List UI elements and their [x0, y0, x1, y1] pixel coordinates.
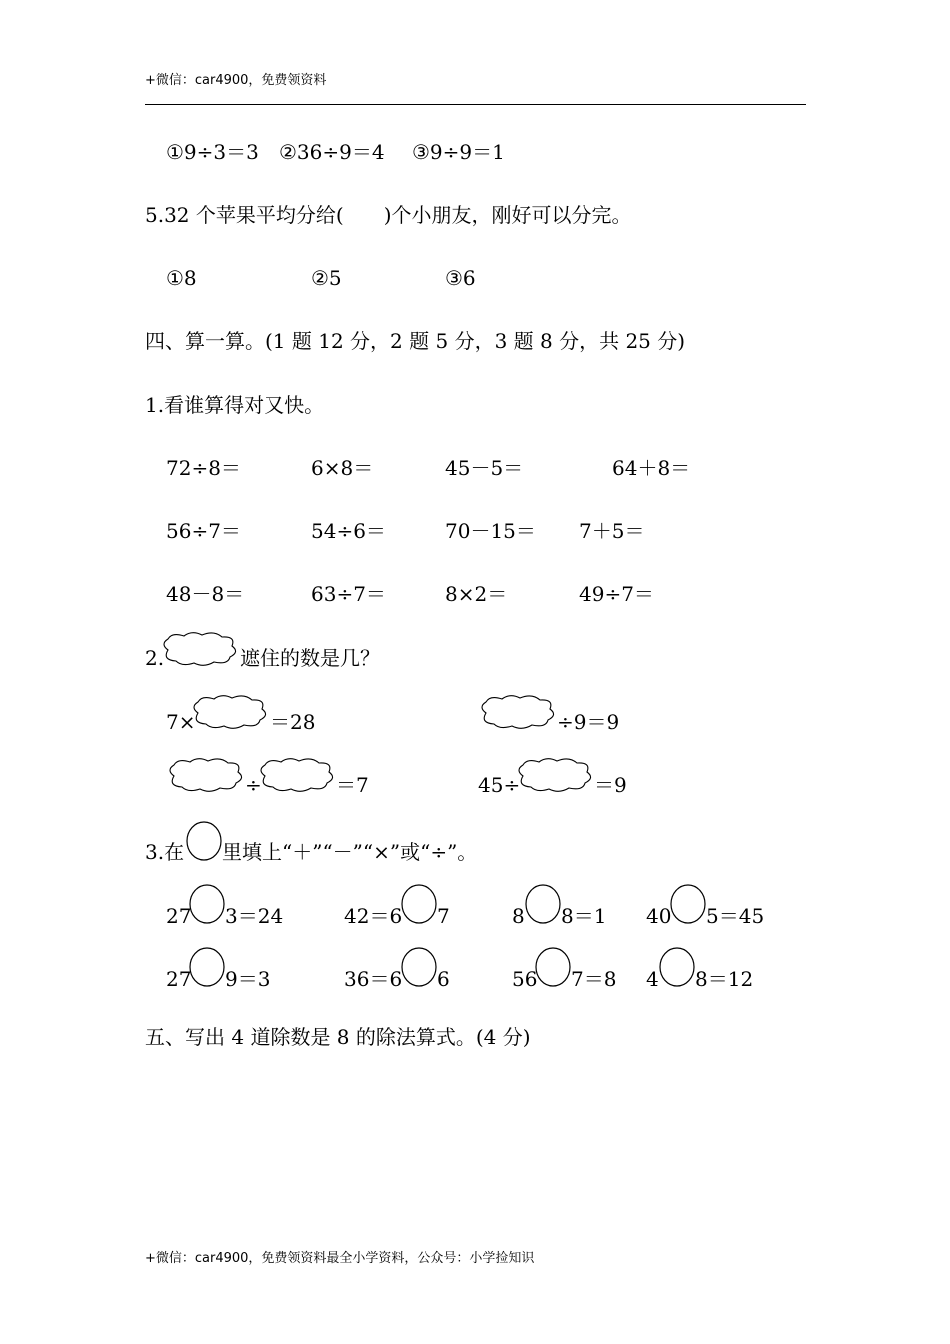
cloud-icon — [255, 756, 337, 794]
op-item-left: 27 — [166, 967, 192, 991]
cloud-eq-d-right: ＝9 — [594, 773, 627, 797]
circle-icon — [534, 946, 572, 988]
q5-stem: 5.32 个苹果平均分给( )个小朋友，刚好可以分完。 — [145, 203, 632, 227]
header-rule — [145, 104, 806, 105]
op-item-left: 4 — [646, 967, 659, 991]
op-item-right: 7 — [437, 904, 450, 928]
circle-icon — [188, 946, 226, 988]
q5-option-1: ①8 — [166, 266, 197, 290]
calc-item: 64＋8＝ — [612, 456, 691, 480]
circle-icon — [658, 946, 696, 988]
circle-icon — [669, 883, 707, 925]
cloud-eq-b-right: ÷9＝9 — [557, 710, 620, 734]
op-item-right: 9＝3 — [225, 967, 271, 991]
q4-option-3: ③9÷9＝1 — [412, 140, 505, 164]
cloud-eq-c-mid: ÷ — [245, 773, 262, 797]
q5-option-3: ③6 — [445, 266, 476, 290]
cloud-eq-c-right: ＝7 — [336, 773, 369, 797]
calc-item: 45－5＝ — [445, 456, 524, 480]
section4-part3-suffix: 里填上“＋”“－”“×”或“÷”。 — [222, 840, 478, 864]
op-item-right: 8＝1 — [561, 904, 607, 928]
op-item-right: 7＝8 — [571, 967, 617, 991]
circle-icon — [188, 883, 226, 925]
op-item-right: 8＝12 — [695, 967, 754, 991]
section4-part2-suffix: 遮住的数是几？ — [240, 646, 380, 670]
section4-title: 四、算一算。(1 题 12 分，2 题 5 分，3 题 8 分，共 25 分) — [145, 329, 686, 353]
calc-item: 8×2＝ — [445, 582, 508, 606]
q4-option-1: ①9÷3＝3 — [166, 140, 259, 164]
op-item-left: 8 — [512, 904, 525, 928]
cloud-icon — [164, 756, 246, 794]
page-header: +微信：car4900，免费领资料 — [145, 73, 327, 88]
op-item-right: 3＝24 — [225, 904, 284, 928]
cloud-icon — [476, 693, 558, 731]
section5-title: 五、写出 4 道除数是 8 的除法算式。(4 分) — [145, 1025, 531, 1049]
calc-item: 6×8＝ — [311, 456, 374, 480]
op-item-right: 6 — [437, 967, 450, 991]
cloud-icon — [188, 693, 270, 731]
calc-item: 7＋5＝ — [579, 519, 645, 543]
calc-item: 72÷8＝ — [166, 456, 241, 480]
op-item-left: 40 — [646, 904, 672, 928]
q4-option-2: ②36÷9＝4 — [279, 140, 385, 164]
cloud-icon — [158, 630, 240, 668]
calc-item: 70－15＝ — [445, 519, 536, 543]
page-footer: +微信：car4900，免费领资料最全小学资料，公众号：小学捡知识 — [145, 1251, 535, 1266]
calc-item: 56÷7＝ — [166, 519, 241, 543]
circle-icon — [185, 820, 223, 862]
cloud-eq-a-left: 7× — [166, 710, 196, 734]
calc-item: 54÷6＝ — [311, 519, 386, 543]
cloud-eq-a-right: ＝28 — [270, 710, 316, 734]
cloud-eq-d-left: 45÷ — [478, 773, 521, 797]
circle-icon — [400, 946, 438, 988]
circle-icon — [524, 883, 562, 925]
calc-item: 63÷7＝ — [311, 582, 386, 606]
op-item-left: 27 — [166, 904, 192, 928]
op-item-right: 5＝45 — [706, 904, 765, 928]
op-item-left: 36＝6 — [344, 967, 403, 991]
section4-part2-prefix: 2. — [145, 646, 165, 670]
circle-icon — [400, 883, 438, 925]
calc-item: 49÷7＝ — [579, 582, 654, 606]
cloud-icon — [513, 756, 595, 794]
section4-part1-title: 1.看谁算得对又快。 — [145, 393, 325, 417]
op-item-left: 56 — [512, 967, 538, 991]
calc-item: 48－8＝ — [166, 582, 245, 606]
q5-option-2: ②5 — [311, 266, 342, 290]
op-item-left: 42＝6 — [344, 904, 403, 928]
section4-part3-prefix: 3.在 — [145, 840, 185, 864]
